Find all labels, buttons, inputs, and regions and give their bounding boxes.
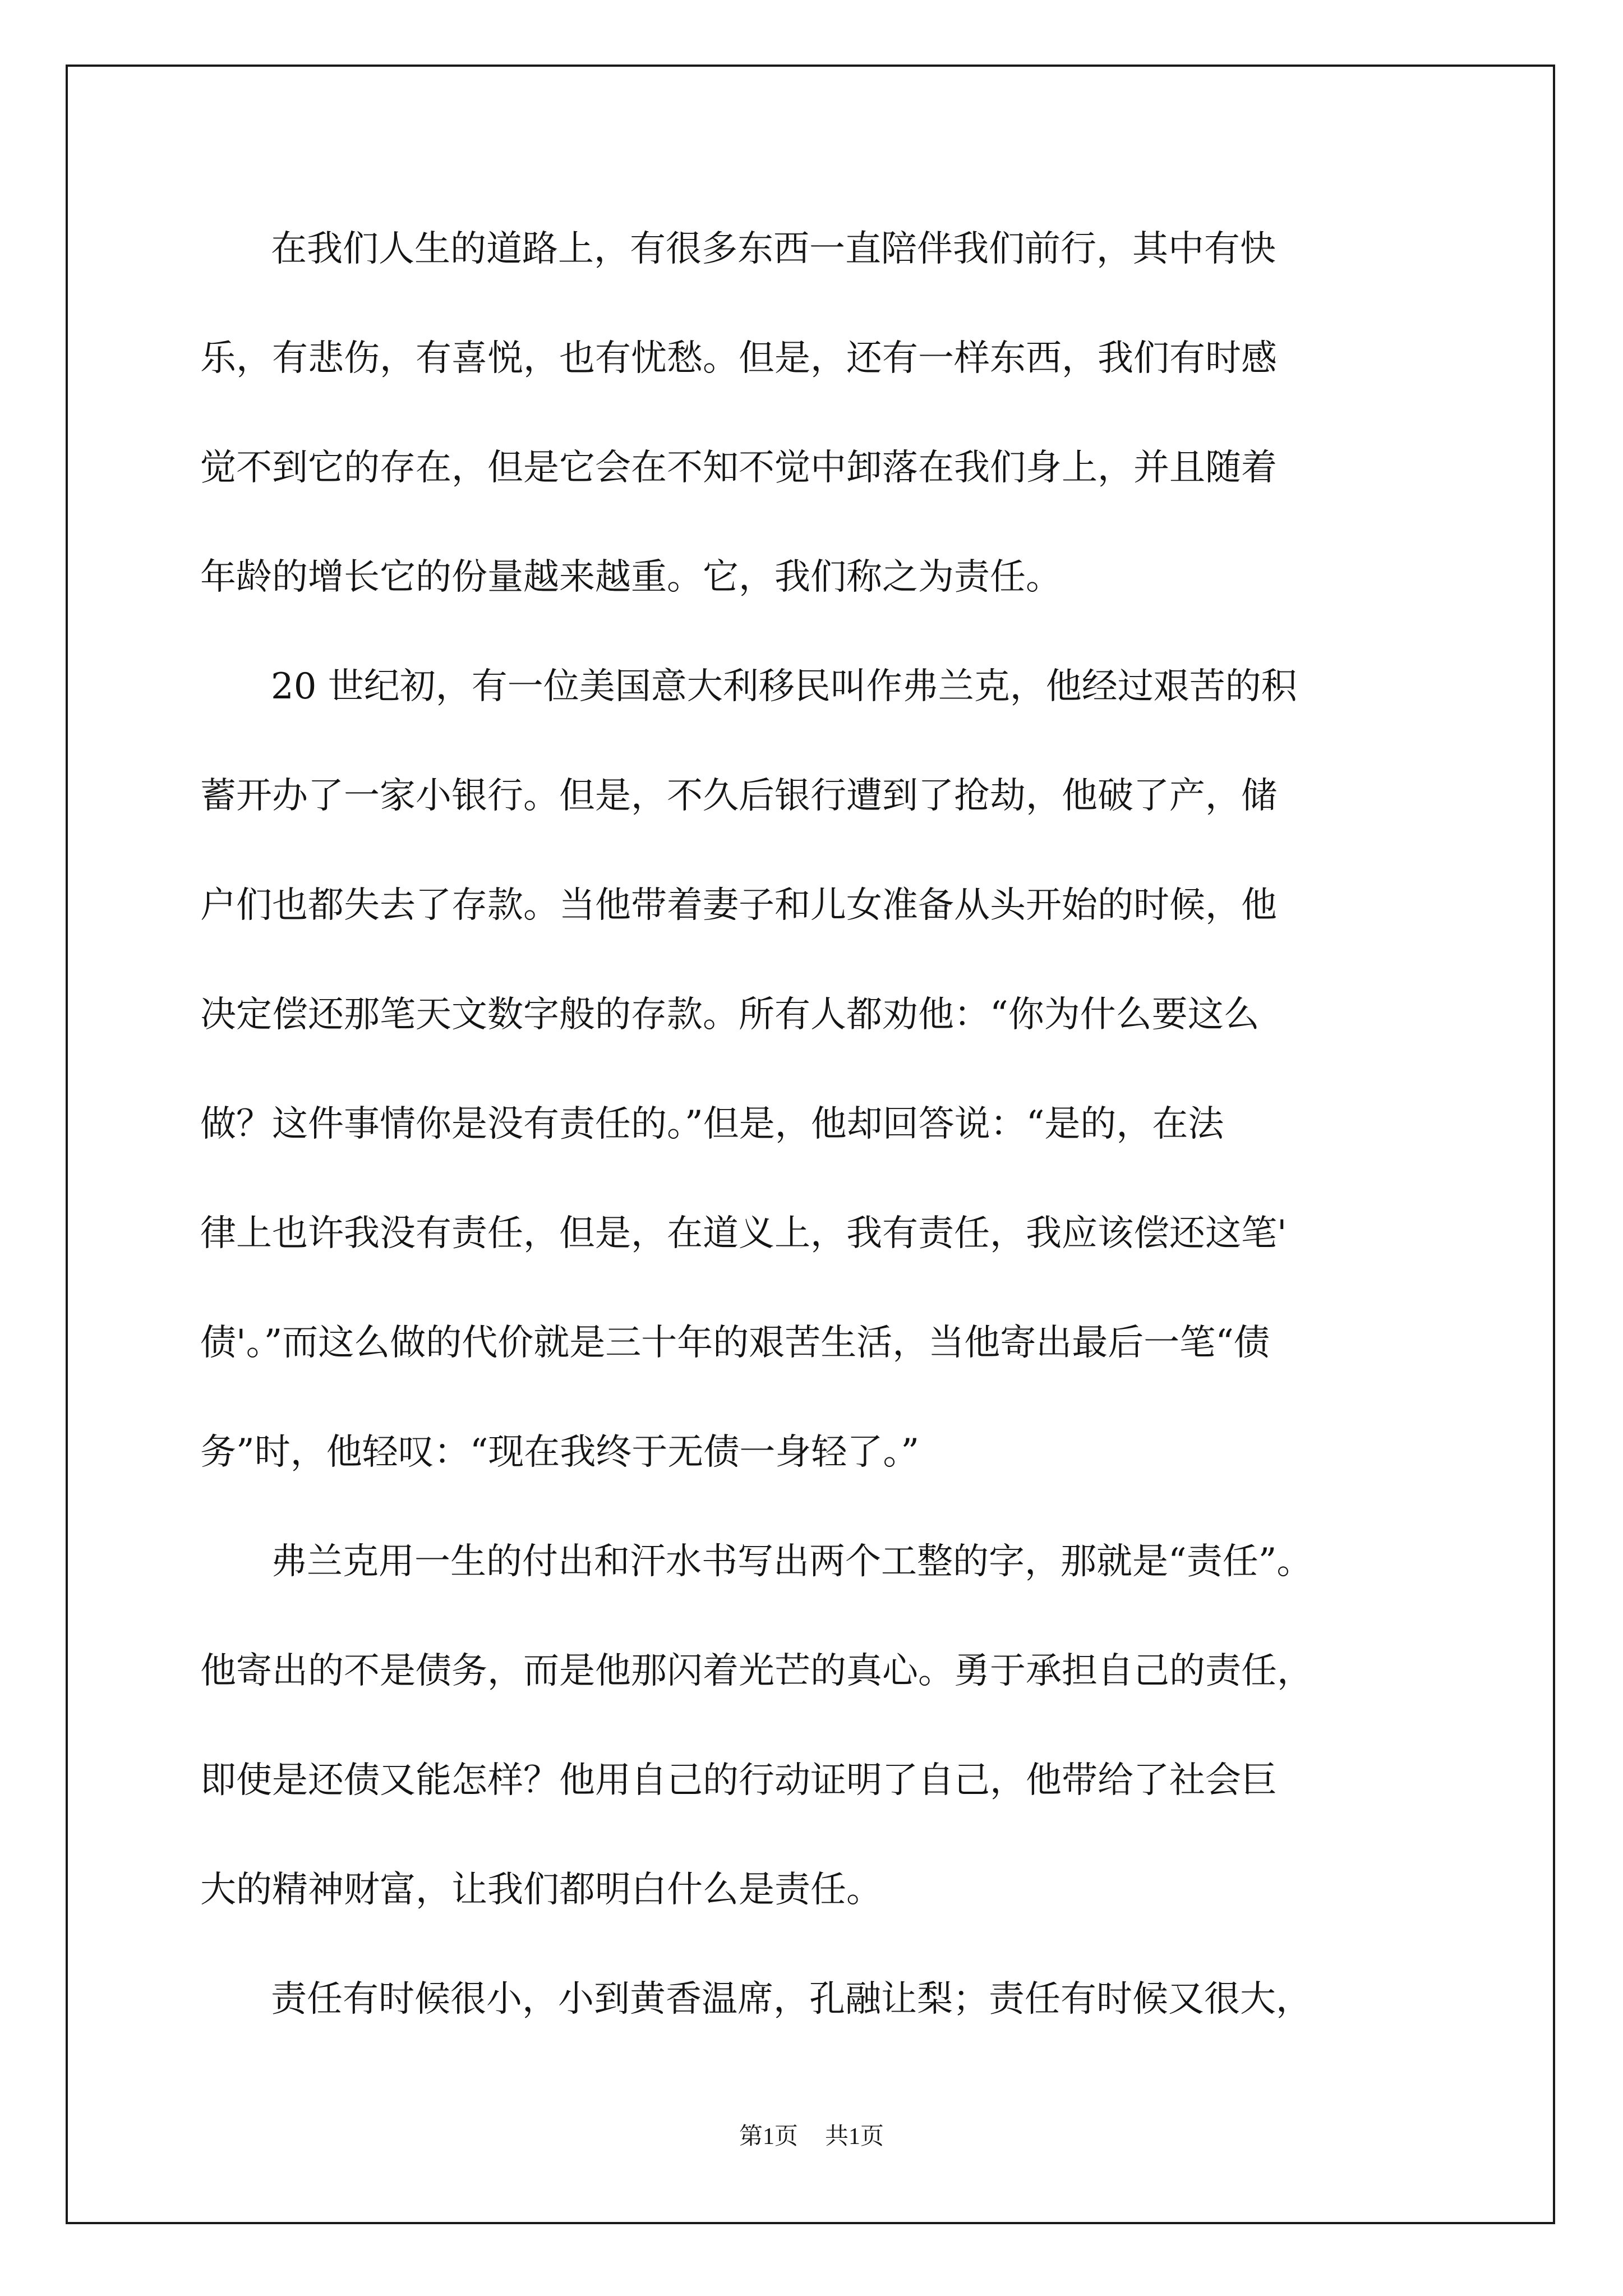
text-line-11: 债'。”而这么做的代价就是三十年的艰苦生活，当他寄出最后一笔“债 — [200, 1322, 1270, 1364]
text-line-16: 大的精神财富，让我们都明白什么是责任。 — [200, 1869, 882, 1911]
text-line-2: 乐，有悲伤，有喜悦，也有忧愁。但是，还有一样东西，我们有时感 — [200, 338, 1277, 379]
text-line-17: 责任有时候很小，小到黄香温席，孔融让梨；责任有时候又很大， — [271, 1978, 1312, 2020]
page-footer — [0, 2118, 1623, 2151]
text-line-3: 觉不到它的存在，但是它会在不知不觉中卸落在我们身上，并且随着 — [200, 447, 1277, 489]
text-line-10: 律上也许我没有责任，但是，在道义上，我有责任，我应该偿还这笔' — [200, 1213, 1287, 1254]
text-line-1: 在我们人生的道路上，有很多东西一直陪伴我们前行，其中有快 — [271, 228, 1276, 270]
text-line-4: 年龄的增长它的份量越来越重。它，我们称之为责任。 — [200, 556, 1062, 598]
document-body — [200, 208, 1445, 2067]
page-number-current: 第1页 — [739, 2124, 798, 2150]
text-line-14: 他寄出的不是债务，而是他那闪着光芒的真心。勇于承担自己的责任， — [200, 1650, 1313, 1692]
text-line-12: 务”时，他轻叹：“现在我终于无债一身轻了。” — [200, 1432, 920, 1473]
text-line-15: 即使是还债又能怎样？他用自己的行动证明了自己，他带给了社会巨 — [200, 1760, 1277, 1801]
text-line-13: 弗兰克用一生的付出和汗水书写出两个工整的字，那就是“责任”。 — [271, 1541, 1313, 1582]
page-number-total: 共1页 — [825, 2124, 884, 2150]
text-line-8: 决定偿还那笔天文数字般的存款。所有人都劝他：“你为什么要这么 — [200, 994, 1260, 1036]
text-line-9: 做？这件事情你是没有责任的。”但是，他却回答说：“是的，在法 — [200, 1103, 1224, 1145]
text-line-5: 20 世纪初，有一位美国意大利移民叫作弗兰克，他经过艰苦的积 — [271, 666, 1297, 707]
text-line-7: 户们也都失去了存款。当他带着妻子和儿女准备从头开始的时候，他 — [200, 885, 1277, 926]
text-line-6: 蓄开办了一家小银行。但是，不久后银行遭到了抢劫，他破了产，储 — [200, 775, 1277, 817]
